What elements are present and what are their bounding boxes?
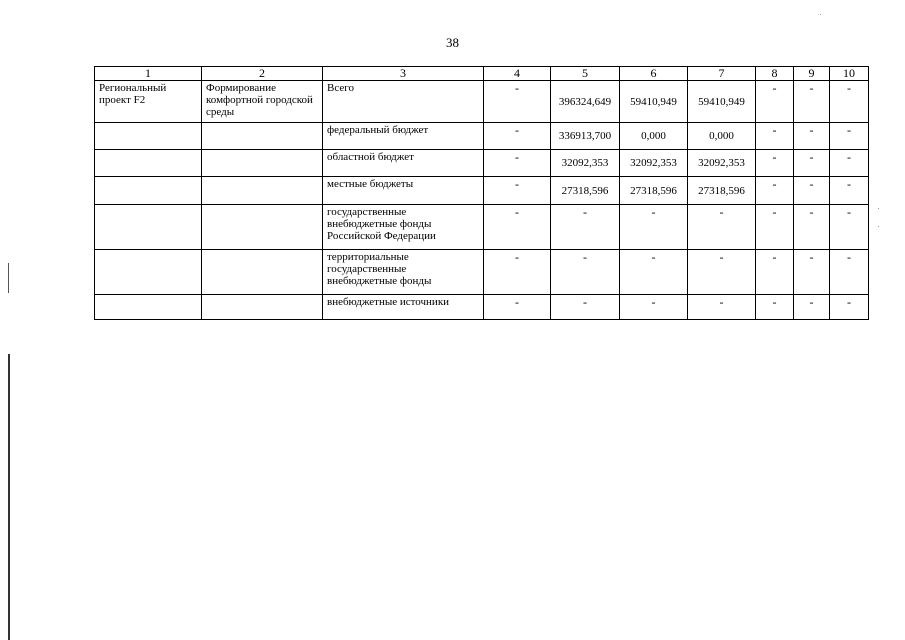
cell-col9: - (794, 205, 830, 250)
cell-col6: 32092,353 (620, 150, 688, 177)
cell-col4: - (484, 81, 551, 123)
scan-speck (878, 208, 879, 209)
column-header: 1 (95, 67, 202, 81)
cell-col9: - (794, 250, 830, 295)
funding-table (94, 66, 869, 320)
cell-col6: 0,000 (620, 123, 688, 150)
empty-cell (95, 205, 202, 250)
cell-col10: - (830, 177, 869, 205)
funding-source: внебюджетные источники (323, 295, 484, 320)
cell-col5: 27318,596 (551, 177, 620, 205)
table-row (95, 123, 869, 150)
column-header: 3 (323, 67, 484, 81)
page-number: 38 (446, 35, 459, 50)
empty-cell (202, 295, 323, 320)
funding-source: государственные внебюджетные фонды Российской Федерации (323, 205, 484, 250)
funding-source: Всего (323, 81, 484, 123)
cell-col10: - (830, 150, 869, 177)
cell-col10: - (830, 295, 869, 320)
cell-col4: - (484, 177, 551, 205)
empty-cell (95, 295, 202, 320)
column-header: 4 (484, 67, 551, 81)
table-row (95, 295, 869, 320)
cell-col4: - (484, 205, 551, 250)
scan-speck (878, 226, 879, 227)
cell-col7: - (688, 295, 756, 320)
cell-col5: - (551, 295, 620, 320)
table-row (95, 177, 869, 205)
cell-col6: 59410,949 (620, 81, 688, 123)
cell-col4: - (484, 295, 551, 320)
cell-col4: - (484, 123, 551, 150)
table-row (95, 205, 869, 250)
cell-col4: - (484, 150, 551, 177)
project-name: Региональный проект F2 (95, 81, 202, 123)
scan-edge-mark (8, 263, 9, 293)
cell-col8: - (756, 250, 794, 295)
cell-col10: - (830, 205, 869, 250)
cell-col6: 27318,596 (620, 177, 688, 205)
cell-col8: - (756, 295, 794, 320)
empty-cell (95, 177, 202, 205)
cell-col4: - (484, 250, 551, 295)
cell-col8: - (756, 177, 794, 205)
cell-col7: 0,000 (688, 123, 756, 150)
funding-source: областной бюджет (323, 150, 484, 177)
cell-col7: 32092,353 (688, 150, 756, 177)
table-row (95, 250, 869, 295)
cell-col10: - (830, 250, 869, 295)
cell-col5: 396324,649 (551, 81, 620, 123)
cell-col9: - (794, 81, 830, 123)
cell-col8: - (756, 81, 794, 123)
column-header: 2 (202, 67, 323, 81)
header-row (95, 67, 869, 81)
cell-col8: - (756, 150, 794, 177)
cell-col7: 59410,949 (688, 81, 756, 123)
empty-cell (95, 123, 202, 150)
cell-col5: - (551, 250, 620, 295)
column-header: 9 (794, 67, 830, 81)
activity-name: Формирование комфортной городской среды (202, 81, 323, 123)
cell-col5: - (551, 205, 620, 250)
funding-source: местные бюджеты (323, 177, 484, 205)
cell-col7: 27318,596 (688, 177, 756, 205)
empty-cell (202, 177, 323, 205)
cell-col6: - (620, 205, 688, 250)
cell-col9: - (794, 295, 830, 320)
cell-col9: - (794, 177, 830, 205)
scan-edge-line (8, 354, 10, 640)
cell-col8: - (756, 123, 794, 150)
cell-col10: - (830, 123, 869, 150)
cell-col5: 32092,353 (551, 150, 620, 177)
empty-cell (202, 250, 323, 295)
column-header: 6 (620, 67, 688, 81)
funding-source: территориальные государственные внебюджетные фонды (323, 250, 484, 295)
column-header: 5 (551, 67, 620, 81)
funding-source: федеральный бюджет (323, 123, 484, 150)
cell-col5: 336913,700 (551, 123, 620, 150)
cell-col6: - (620, 295, 688, 320)
table-row (95, 150, 869, 177)
column-header: 8 (756, 67, 794, 81)
cell-col9: - (794, 123, 830, 150)
cell-col9: - (794, 150, 830, 177)
table-row (95, 81, 869, 123)
cell-col10: - (830, 81, 869, 123)
cell-col7: - (688, 250, 756, 295)
empty-cell (202, 205, 323, 250)
cell-col7: - (688, 205, 756, 250)
cell-col8: - (756, 205, 794, 250)
empty-cell (95, 150, 202, 177)
empty-cell (95, 250, 202, 295)
scan-speck (820, 14, 821, 15)
column-header: 10 (830, 67, 869, 81)
empty-cell (202, 150, 323, 177)
column-header: 7 (688, 67, 756, 81)
empty-cell (202, 123, 323, 150)
cell-col6: - (620, 250, 688, 295)
